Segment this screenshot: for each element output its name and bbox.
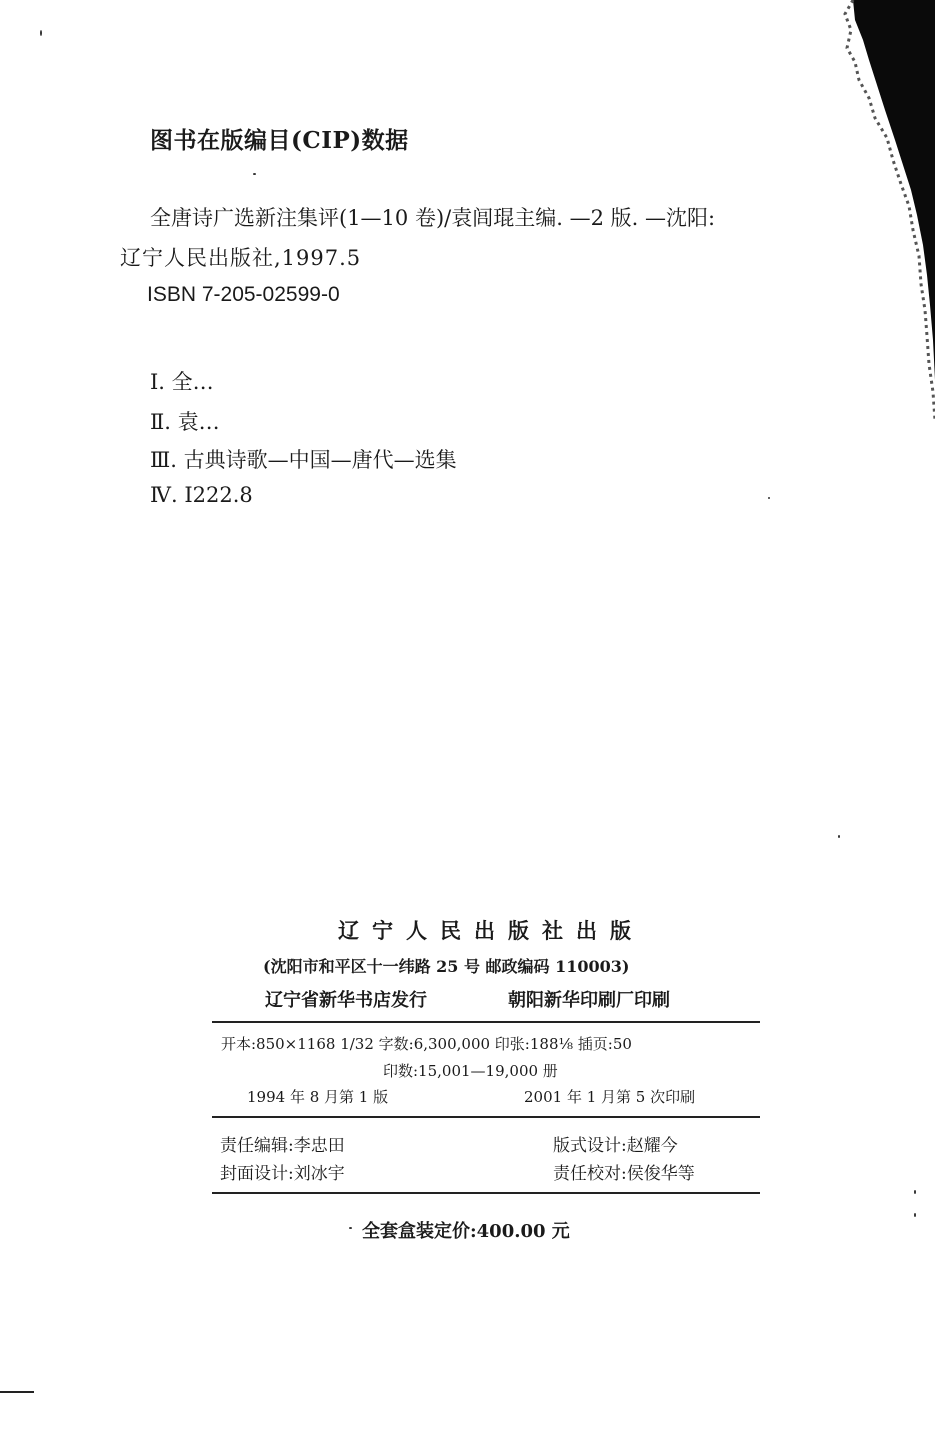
reprint-date: 2001 年 1 月第 5 次印刷 bbox=[524, 1088, 696, 1106]
cip-heading: 图书在版编目(CIP)数据 bbox=[150, 127, 409, 154]
distributor: 辽宁省新华书店发行 bbox=[265, 990, 427, 1011]
scan-speck bbox=[914, 1213, 916, 1217]
cip-classification-2: Ⅱ. 袁… bbox=[150, 410, 220, 434]
publisher-address: (沈阳市和平区十一纬路 25 号 邮政编码 110003) bbox=[263, 957, 630, 976]
price-line: 全套盒装定价:400.00 元 bbox=[362, 1221, 570, 1242]
scan-edge-mark bbox=[0, 1391, 34, 1393]
print-run: 印数:15,001—19,000 册 bbox=[383, 1062, 558, 1080]
cip-isbn: ISBN 7-205-02599-0 bbox=[147, 283, 340, 306]
divider-rule bbox=[212, 1021, 760, 1023]
scan-speck bbox=[40, 30, 42, 36]
divider-rule bbox=[212, 1116, 760, 1118]
scan-speck bbox=[838, 835, 840, 838]
first-edition-date: 1994 年 8 月第 1 版 bbox=[247, 1088, 389, 1106]
credit-layout-design: 版式设计:赵耀今 bbox=[553, 1136, 678, 1156]
credit-cover-design: 封面设计:刘冰宇 bbox=[220, 1164, 345, 1184]
credit-editor: 责任编辑:李忠田 bbox=[220, 1136, 345, 1156]
cip-classification-4: Ⅳ. I222.8 bbox=[150, 483, 253, 507]
credit-proofreading: 责任校对:侯俊华等 bbox=[553, 1164, 695, 1184]
scan-edge-shadow bbox=[825, 0, 935, 420]
scan-speck bbox=[914, 1190, 916, 1194]
cip-publisher-line: 辽宁人民出版社,1997.5 bbox=[120, 246, 362, 270]
printer: 朝阳新华印刷厂印刷 bbox=[508, 990, 670, 1011]
cip-classification-3: Ⅲ. 古典诗歌—中国—唐代—选集 bbox=[150, 448, 457, 472]
cip-title-line: 全唐诗广选新注集评(1—10 卷)/袁闾琨主编. —2 版. —沈阳: bbox=[150, 206, 716, 230]
divider-rule bbox=[212, 1192, 760, 1194]
scan-speck bbox=[768, 497, 770, 499]
publisher-title: 辽宁人民出版社出版 bbox=[338, 918, 644, 943]
scan-speck bbox=[253, 173, 256, 175]
scan-speck bbox=[349, 1227, 352, 1229]
cip-classification-1: Ⅰ. 全… bbox=[150, 370, 214, 394]
format-specs: 开本:850×1168 1/32 字数:6,300,000 印张:188⅛ 插页:50 bbox=[221, 1035, 632, 1053]
